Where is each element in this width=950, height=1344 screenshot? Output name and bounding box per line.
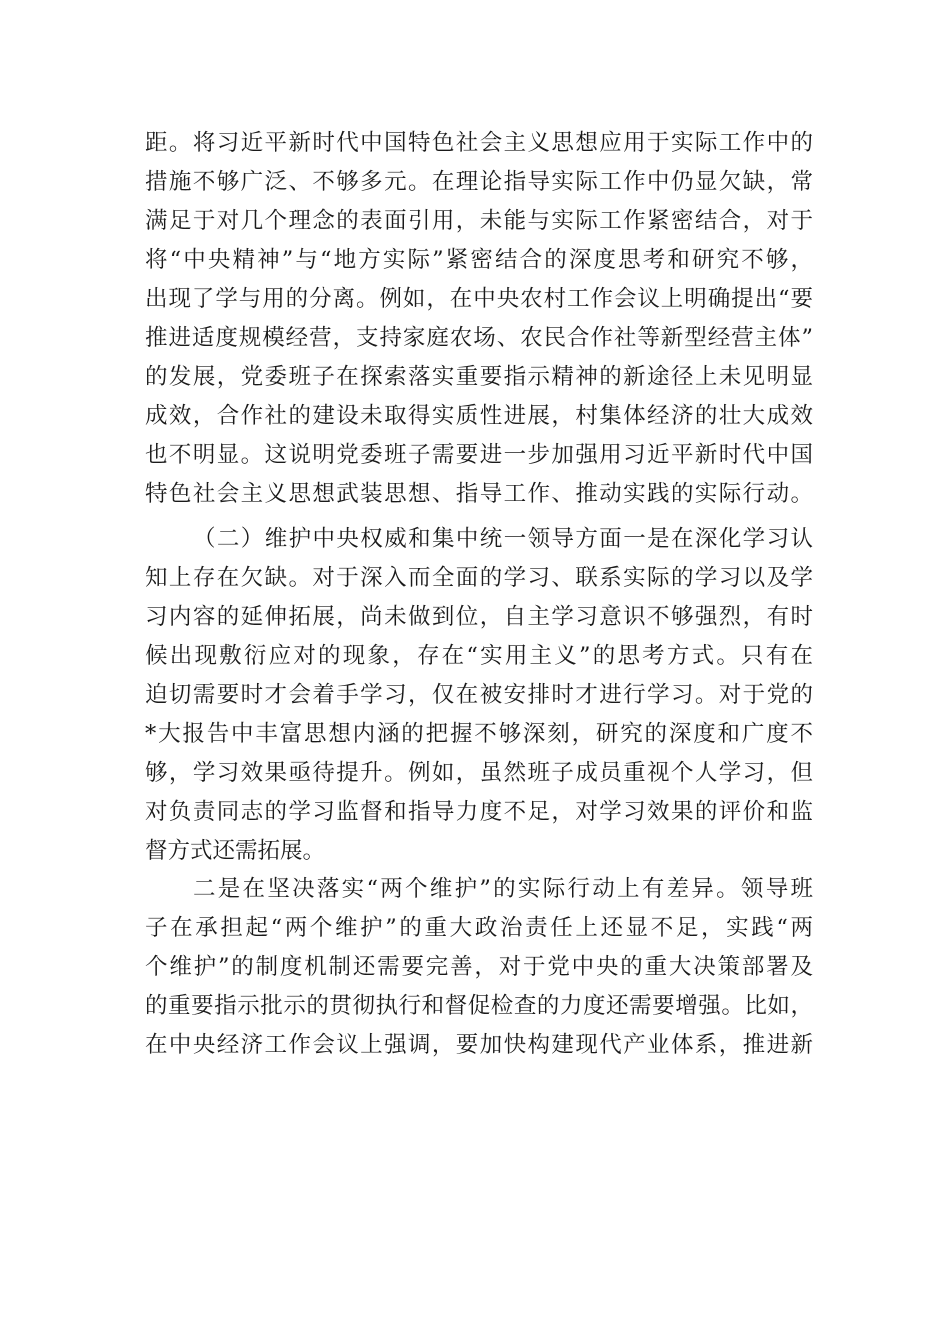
text-line: 出现了学与用的分离。例如，在中央农村工作会议上明确提出“要	[145, 286, 813, 312]
paragraph-1	[145, 124, 813, 514]
text-line: （二）维护中央权威和集中统一领导方面一是在深化学习认	[193, 526, 813, 552]
text-line: 对负责同志的学习监督和指导力度不足，对学习效果的评价和监	[145, 799, 813, 825]
text-line: 满足于对几个理念的表面引用，未能与实际工作紧密结合，对于	[145, 208, 813, 234]
text-line: 候出现敷衍应对的现象，存在“实用主义”的思考方式。只有在	[145, 643, 813, 669]
text-line: 够，学习效果亟待提升。例如，虽然班子成员重视个人学习，但	[145, 760, 813, 786]
text-line: 成效，合作社的建设未取得实质性进展，村集体经济的壮大成效	[145, 403, 813, 429]
text-line: 在中央经济工作会议上强调，要加快构建现代产业体系，推进新	[145, 1032, 813, 1058]
text-line: 知上存在欠缺。对于深入而全面的学习、联系实际的学习以及学	[145, 565, 813, 591]
paragraph-3	[145, 870, 813, 1065]
text-line: 推进适度规模经营，支持家庭农场、农民合作社等新型经营主体”	[145, 325, 813, 351]
text-line: 也不明显。这说明党委班子需要进一步加强用习近平新时代中国	[145, 442, 813, 468]
text-line: 个维护”的制度机制还需要完善，对于党中央的重大决策部署及	[145, 954, 813, 980]
text-line: 特色社会主义思想武装思想、指导工作、推动实践的实际行动。	[145, 481, 813, 507]
text-line: 的重要指示批示的贯彻执行和督促检查的力度还需要增强。比如，	[145, 993, 813, 1019]
paragraph-2	[145, 520, 813, 871]
text-line: 措施不够广泛、不够多元。在理论指导实际工作中仍显欠缺，常	[145, 169, 813, 195]
text-line: 将“中央精神”与“地方实际”紧密结合的深度思考和研究不够，	[145, 247, 813, 273]
text-line: 习内容的延伸拓展，尚未做到位，自主学习意识不够强烈，有时	[145, 604, 813, 630]
text-line: 二是在坚决落实“两个维护”的实际行动上有差异。领导班	[193, 876, 813, 902]
text-line: *大报告中丰富思想内涵的把握不够深刻，研究的深度和广度不	[145, 721, 813, 747]
text-line: 迫切需要时才会着手学习，仅在被安排时才进行学习。对于党的	[145, 682, 813, 708]
text-line: 子在承担起“两个维护”的重大政治责任上还显不足，实践“两	[145, 915, 813, 941]
text-line: 督方式还需拓展。	[145, 838, 326, 864]
text-line: 的发展，党委班子在探索落实重要指示精神的新途径上未见明显	[145, 364, 813, 390]
text-line: 距。将习近平新时代中国特色社会主义思想应用于实际工作中的	[145, 130, 813, 156]
